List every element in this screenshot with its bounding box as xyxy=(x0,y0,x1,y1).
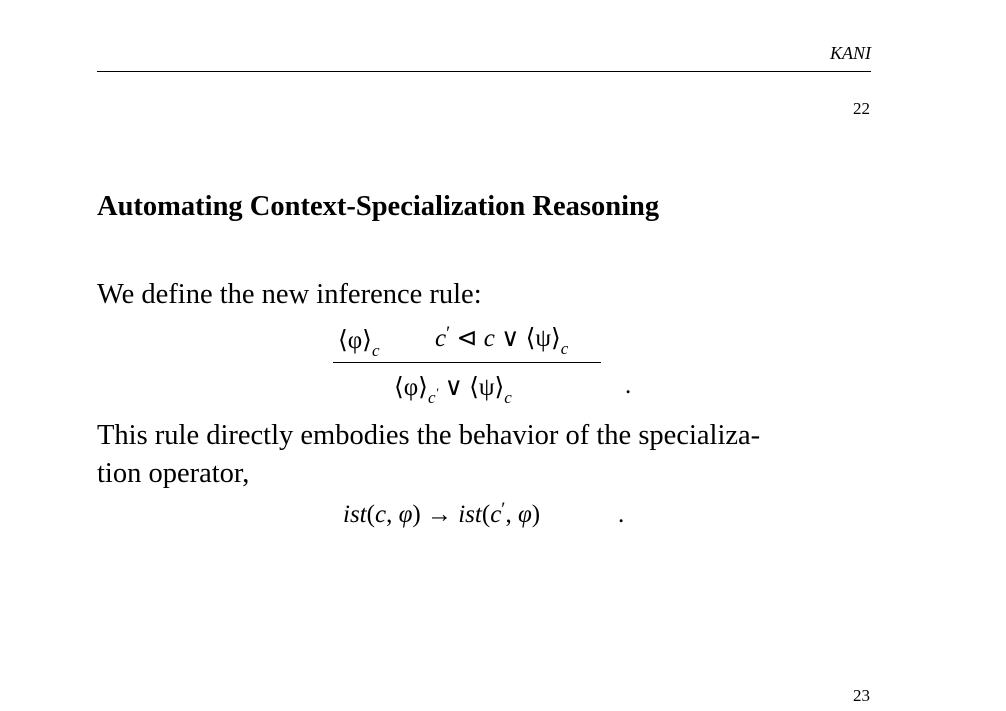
premise-2-prime: ′ xyxy=(446,323,451,344)
ist-lhs-func: ist xyxy=(343,501,367,528)
ist-rhs-close: ) xyxy=(531,501,541,528)
ist-lhs-comma: , xyxy=(386,501,393,528)
paragraph-operator-line-1: This rule directly embodies the behavior of the specializa- xyxy=(97,420,761,451)
ist-rhs-phi: φ xyxy=(517,501,532,528)
ist-rhs-comma: , xyxy=(505,501,512,528)
ist-arrow: → xyxy=(426,501,452,528)
conclusion-context-1: c′ xyxy=(427,385,439,407)
premise-1-formula: ⟨φ⟩ xyxy=(338,327,372,354)
conclusion-formula-2: ⟨ψ⟩ xyxy=(469,374,505,401)
paragraph-operator-line-2: tion operator, xyxy=(97,458,250,489)
header-rule xyxy=(97,71,871,72)
page-number-bottom: 23 xyxy=(853,686,870,705)
ist-formula-period: . xyxy=(618,501,625,528)
conclusion-formula-1: ⟨φ⟩ xyxy=(394,374,428,401)
running-header-title: KANI xyxy=(829,43,871,63)
premise-2-or: ∨ xyxy=(501,325,520,352)
page-number-top: 22 xyxy=(853,99,870,118)
premise-2-context: c xyxy=(560,339,569,358)
premise-1-context: c xyxy=(371,341,380,360)
premise-2-formula: ⟨ψ⟩ xyxy=(525,325,561,352)
premise-2-c2: c xyxy=(483,325,495,352)
conclusion-context-2: c xyxy=(504,388,512,407)
inference-bar xyxy=(333,362,601,363)
ist-rhs-c: c xyxy=(490,501,502,528)
inference-period: . xyxy=(625,372,632,399)
ist-formula xyxy=(343,501,540,529)
section-heading: Automating Context-Specialization Reasoning xyxy=(97,191,660,222)
conclusion-or: ∨ xyxy=(444,374,463,401)
ist-rhs-func: ist xyxy=(458,501,482,528)
premise-2-c: c xyxy=(435,325,447,352)
paragraph-intro: We define the new inference rule: xyxy=(97,279,482,310)
ist-lhs-close: ) xyxy=(412,501,421,528)
inference-premise-1 xyxy=(338,325,380,360)
ist-lhs-phi: φ xyxy=(398,501,413,528)
specialization-relation-symbol: ⊲ xyxy=(456,325,478,352)
inference-premise-2 xyxy=(435,323,569,358)
inference-conclusion xyxy=(394,372,512,407)
ist-rhs-open: ( xyxy=(481,501,491,528)
ist-lhs-open: ( xyxy=(366,501,375,528)
ist-lhs-c: c xyxy=(374,501,387,528)
ist-rhs-prime: ′ xyxy=(501,499,506,520)
